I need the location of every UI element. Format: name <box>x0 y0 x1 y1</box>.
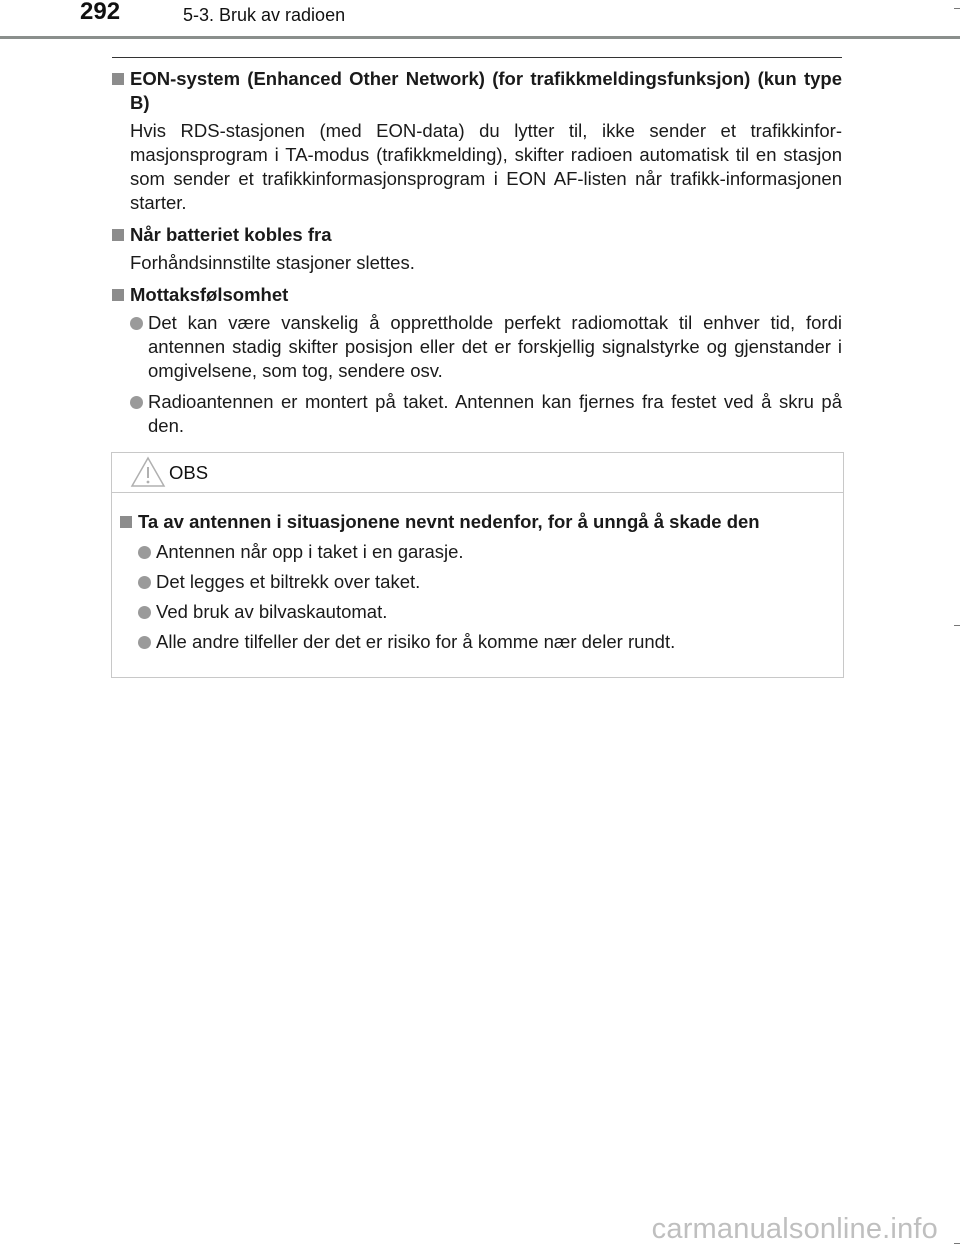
obs-body <box>112 493 843 654</box>
round-bullet-icon <box>138 606 151 619</box>
list-item <box>120 630 843 654</box>
section-heading-battery <box>112 223 842 247</box>
square-bullet-icon <box>120 516 132 528</box>
list-item <box>112 390 842 438</box>
list-item-text: Radioantennen er montert på taket. Antennen kan fjernes fra festet ved å skru på den. <box>148 391 842 436</box>
round-bullet-icon <box>130 396 143 409</box>
heading-text: EON-system (Enhanced Other Network) (for trafikkmeldingsfunksjon) (kun type B) <box>130 68 842 113</box>
crop-mark <box>954 1243 960 1244</box>
round-bullet-icon <box>130 317 143 330</box>
list-item <box>120 570 843 594</box>
obs-heading <box>120 510 843 534</box>
square-bullet-icon <box>112 229 124 241</box>
round-bullet-icon <box>138 636 151 649</box>
list-item <box>120 600 843 624</box>
section-text-eon: Hvis RDS-stasjonen (med EON-data) du lytter til, ikke sender et trafikkinfor-masjonsprogram i TA-modus (trafikkmelding), skifter radioen automatisk til en stasjon som sender et trafikkinformasjonsprogram i EON AF-listen når trafikk-informasjonen starter. <box>130 120 842 213</box>
list-item <box>120 540 843 564</box>
warning-triangle-icon <box>130 456 166 488</box>
list-item-text: Alle andre tilfeller der det er risiko for å komme nær deler rundt. <box>156 631 676 652</box>
obs-label: OBS <box>169 462 209 483</box>
list-item-text: Det kan være vanskelig å opprettholde perfekt radiomottak til enhver tid, fordi antennen stadig skifter posisjon eller det er forskjellig signalstyrke og gjenstander i omgivelsene, som tog, sendere osv. <box>148 312 842 381</box>
list-item <box>112 311 842 383</box>
section-heading-reception <box>112 283 842 307</box>
content-top-rule <box>112 57 842 58</box>
section-text-battery: Forhåndsinnstilte stasjoner slettes. <box>130 252 415 273</box>
crop-mark <box>954 625 960 626</box>
obs-warning-box <box>111 452 844 678</box>
obs-header <box>112 453 843 493</box>
list-item-text: Antennen når opp i taket i en garasje. <box>156 541 464 562</box>
main-content <box>112 57 842 438</box>
heading-text: Ta av antennen i situasjonene nevnt nedenfor, for å unngå å skade den <box>138 511 760 532</box>
heading-text: Mottaksfølsomhet <box>130 284 289 305</box>
watermark-brand: carmanualsonline.info <box>651 1213 938 1245</box>
page-header <box>0 0 960 40</box>
square-bullet-icon <box>112 289 124 301</box>
square-bullet-icon <box>112 73 124 85</box>
header-rule <box>0 36 960 39</box>
page-number: 292 <box>80 0 121 25</box>
list-item-text: Ved bruk av bilvaskautomat. <box>156 601 388 622</box>
round-bullet-icon <box>138 546 151 559</box>
list-item-text: Det legges et biltrekk over taket. <box>156 571 421 592</box>
round-bullet-icon <box>138 576 151 589</box>
section-title: 5-3. Bruk av radioen <box>183 5 346 25</box>
heading-text: Når batteriet kobles fra <box>130 224 332 245</box>
crop-mark <box>954 8 960 9</box>
section-heading-eon <box>112 67 842 115</box>
